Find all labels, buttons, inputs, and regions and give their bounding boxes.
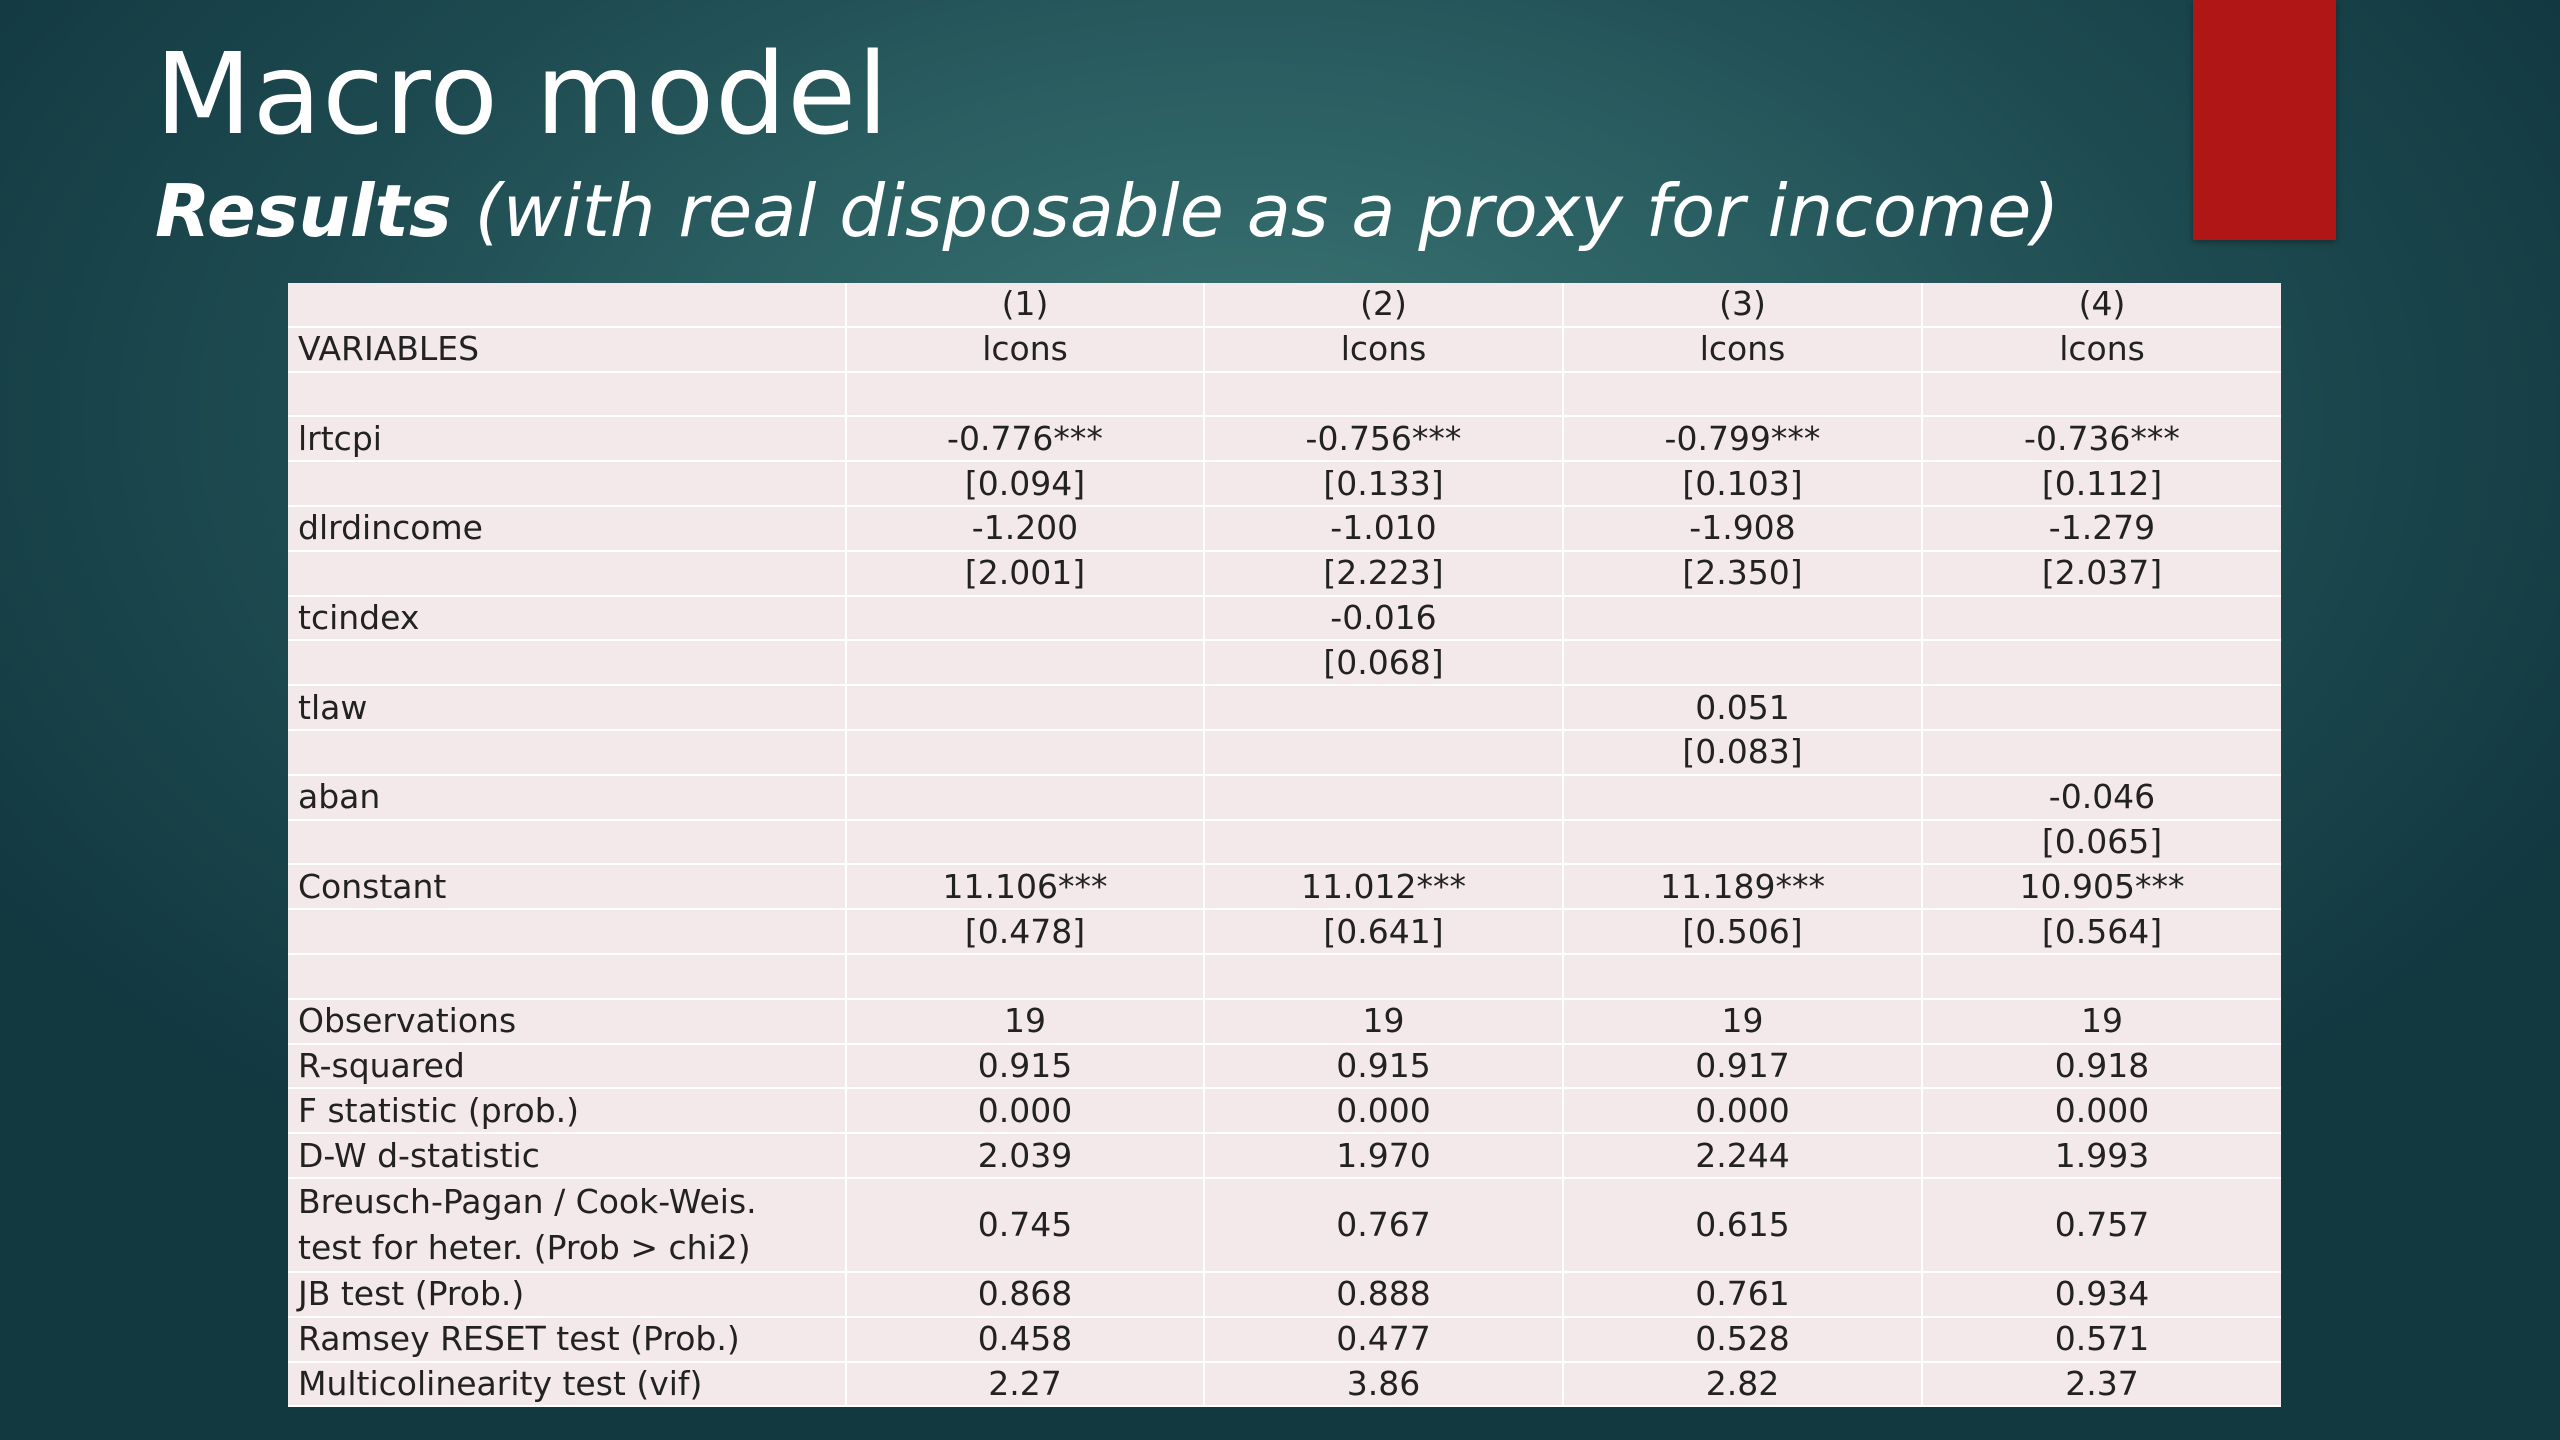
header-dependent-variable: lcons [1563,327,1922,372]
table-cell [846,954,1204,999]
table-row [288,506,2281,551]
table-cell [1204,730,1563,775]
table-row [288,416,2281,461]
table-cell [1204,372,1563,417]
table-cell [1204,954,1563,999]
slide-title: Macro model [155,30,890,160]
row-label [288,461,846,506]
row-label-line: test for heter. (Prob > chi2) [298,1227,751,1267]
table-cell: 1.993 [1922,1133,2281,1178]
table-cell: 2.039 [846,1133,1204,1178]
row-label [288,551,846,596]
table-cell: [0.506] [1563,909,1922,954]
table-row [288,820,2281,865]
table-cell [846,820,1204,865]
table-cell [1922,596,2281,641]
table-cell: 0.888 [1204,1272,1563,1317]
slide-subtitle [155,166,2155,256]
row-label [288,730,846,775]
row-label: D-W d-statistic [288,1133,846,1178]
row-label: Constant [288,864,846,909]
table-cell [846,730,1204,775]
header-variables-label: VARIABLES [288,327,846,372]
table-body [288,372,2281,1407]
table-cell: 0.477 [1204,1317,1563,1362]
table-row [288,640,2281,685]
table-cell: 0.528 [1563,1317,1922,1362]
table-cell [846,775,1204,820]
row-label: tcindex [288,596,846,641]
table-cell: 19 [1563,999,1922,1044]
title-block [155,30,2155,256]
table-cell: [0.478] [846,909,1204,954]
table-cell: 0.767 [1204,1178,1563,1272]
table-cell: 1.970 [1204,1133,1563,1178]
table-cell: -1.200 [846,506,1204,551]
table-cell: 0.000 [1204,1088,1563,1133]
row-label: Multicolinearity test (vif) [288,1362,846,1407]
table-row [288,1088,2281,1133]
table-cell: [0.068] [1204,640,1563,685]
table-cell [846,685,1204,730]
table-cell: -0.046 [1922,775,2281,820]
table-cell [1922,640,2281,685]
table-cell: [2.001] [846,551,1204,596]
table-row [288,596,2281,641]
table-cell [846,640,1204,685]
table-row [288,730,2281,775]
row-label [288,372,846,417]
table-cell: 0.458 [846,1317,1204,1362]
table-cell: 0.745 [846,1178,1204,1272]
table-cell: 19 [1204,999,1563,1044]
subtitle-rest: (with real disposable as a proxy for income) [451,169,2060,253]
table-cell: 19 [1922,999,2281,1044]
table-row [288,954,2281,999]
table-cell: -0.736*** [1922,416,2281,461]
row-label: Observations [288,999,846,1044]
table-cell: -0.756*** [1204,416,1563,461]
table-cell: [0.641] [1204,909,1563,954]
row-label [288,909,846,954]
row-label: R-squared [288,1044,846,1089]
table-cell: 11.189*** [1563,864,1922,909]
header-model-number: (3) [1563,283,1922,327]
table-cell: 2.82 [1563,1362,1922,1407]
header-dependent-variable: lcons [846,327,1204,372]
header-model-number: (1) [846,283,1204,327]
row-label: Ramsey RESET test (Prob.) [288,1317,846,1362]
row-label [288,640,846,685]
table-cell: 0.571 [1922,1317,2281,1362]
table-cell: [0.094] [846,461,1204,506]
table-cell: [0.112] [1922,461,2281,506]
table-cell: 0.000 [1563,1088,1922,1133]
table-cell: 2.244 [1563,1133,1922,1178]
table-row [288,1362,2281,1407]
table-cell [1204,685,1563,730]
table-cell: [0.133] [1204,461,1563,506]
table-cell [1204,820,1563,865]
table-row [288,909,2281,954]
table-cell: 0.934 [1922,1272,2281,1317]
table-cell: [0.065] [1922,820,2281,865]
table-cell: 0.915 [846,1044,1204,1089]
table-cell: 0.917 [1563,1044,1922,1089]
row-label [288,954,846,999]
table-cell [1922,730,2281,775]
table-cell [1563,775,1922,820]
table-cell [1922,372,2281,417]
table-cell [1563,640,1922,685]
table-cell: [2.037] [1922,551,2281,596]
table-row [288,551,2281,596]
table-header-row-numbers [288,283,2281,327]
table-cell [846,596,1204,641]
table-row [288,999,2281,1044]
table-cell: -0.799*** [1563,416,1922,461]
table-cell: [0.103] [1563,461,1922,506]
table-cell: [0.564] [1922,909,2281,954]
row-label: dlrdincome [288,506,846,551]
table-cell [846,372,1204,417]
table-cell: 11.012*** [1204,864,1563,909]
table-row [288,685,2281,730]
row-label: lrtcpi [288,416,846,461]
row-label: F statistic (prob.) [288,1088,846,1133]
table-cell [1563,820,1922,865]
table-cell: 0.757 [1922,1178,2281,1272]
regression-results-table [288,283,2281,1407]
table-row [288,461,2281,506]
table-cell: 10.905*** [1922,864,2281,909]
header-dependent-variable: lcons [1204,327,1563,372]
table-cell: 0.000 [846,1088,1204,1133]
table-cell [1563,954,1922,999]
table-cell: 2.27 [846,1362,1204,1407]
table-row [288,864,2281,909]
table-cell [1204,775,1563,820]
header-model-number: (2) [1204,283,1563,327]
table-cell [1922,685,2281,730]
table-cell: 0.051 [1563,685,1922,730]
table-cell: [2.350] [1563,551,1922,596]
table-cell: 0.761 [1563,1272,1922,1317]
row-label [288,1178,846,1272]
table-row [288,775,2281,820]
row-label: JB test (Prob.) [288,1272,846,1317]
red-accent-block [2193,0,2336,240]
table-cell [1563,596,1922,641]
table-row [288,1133,2281,1178]
header-model-number: (4) [1922,283,2281,327]
table-cell: 0.615 [1563,1178,1922,1272]
table-cell: 2.37 [1922,1362,2281,1407]
table-cell: -1.010 [1204,506,1563,551]
table-row [288,1178,2281,1272]
table-cell [1922,954,2281,999]
table-cell: 19 [846,999,1204,1044]
table-cell: -0.016 [1204,596,1563,641]
table-row [288,372,2281,417]
table-row [288,1272,2281,1317]
row-label-line: Breusch-Pagan / Cook-Weis. [298,1181,757,1221]
table-cell: 11.106*** [846,864,1204,909]
table-cell [1563,372,1922,417]
table-cell: -0.776*** [846,416,1204,461]
header-dependent-variable: lcons [1922,327,2281,372]
table-cell: 0.000 [1922,1088,2281,1133]
row-label: aban [288,775,846,820]
table-header-row-variables [288,327,2281,372]
table-cell: 0.868 [846,1272,1204,1317]
row-label: tlaw [288,685,846,730]
table-cell: -1.908 [1563,506,1922,551]
row-label [288,820,846,865]
table-row [288,1317,2281,1362]
table-cell: [0.083] [1563,730,1922,775]
header-empty-cell [288,283,846,327]
table-row [288,1044,2281,1089]
table-cell: [2.223] [1204,551,1563,596]
table-cell: 0.915 [1204,1044,1563,1089]
table-cell: 3.86 [1204,1362,1563,1407]
subtitle-bold: Results [155,169,452,253]
table-cell: -1.279 [1922,506,2281,551]
table-cell: 0.918 [1922,1044,2281,1089]
